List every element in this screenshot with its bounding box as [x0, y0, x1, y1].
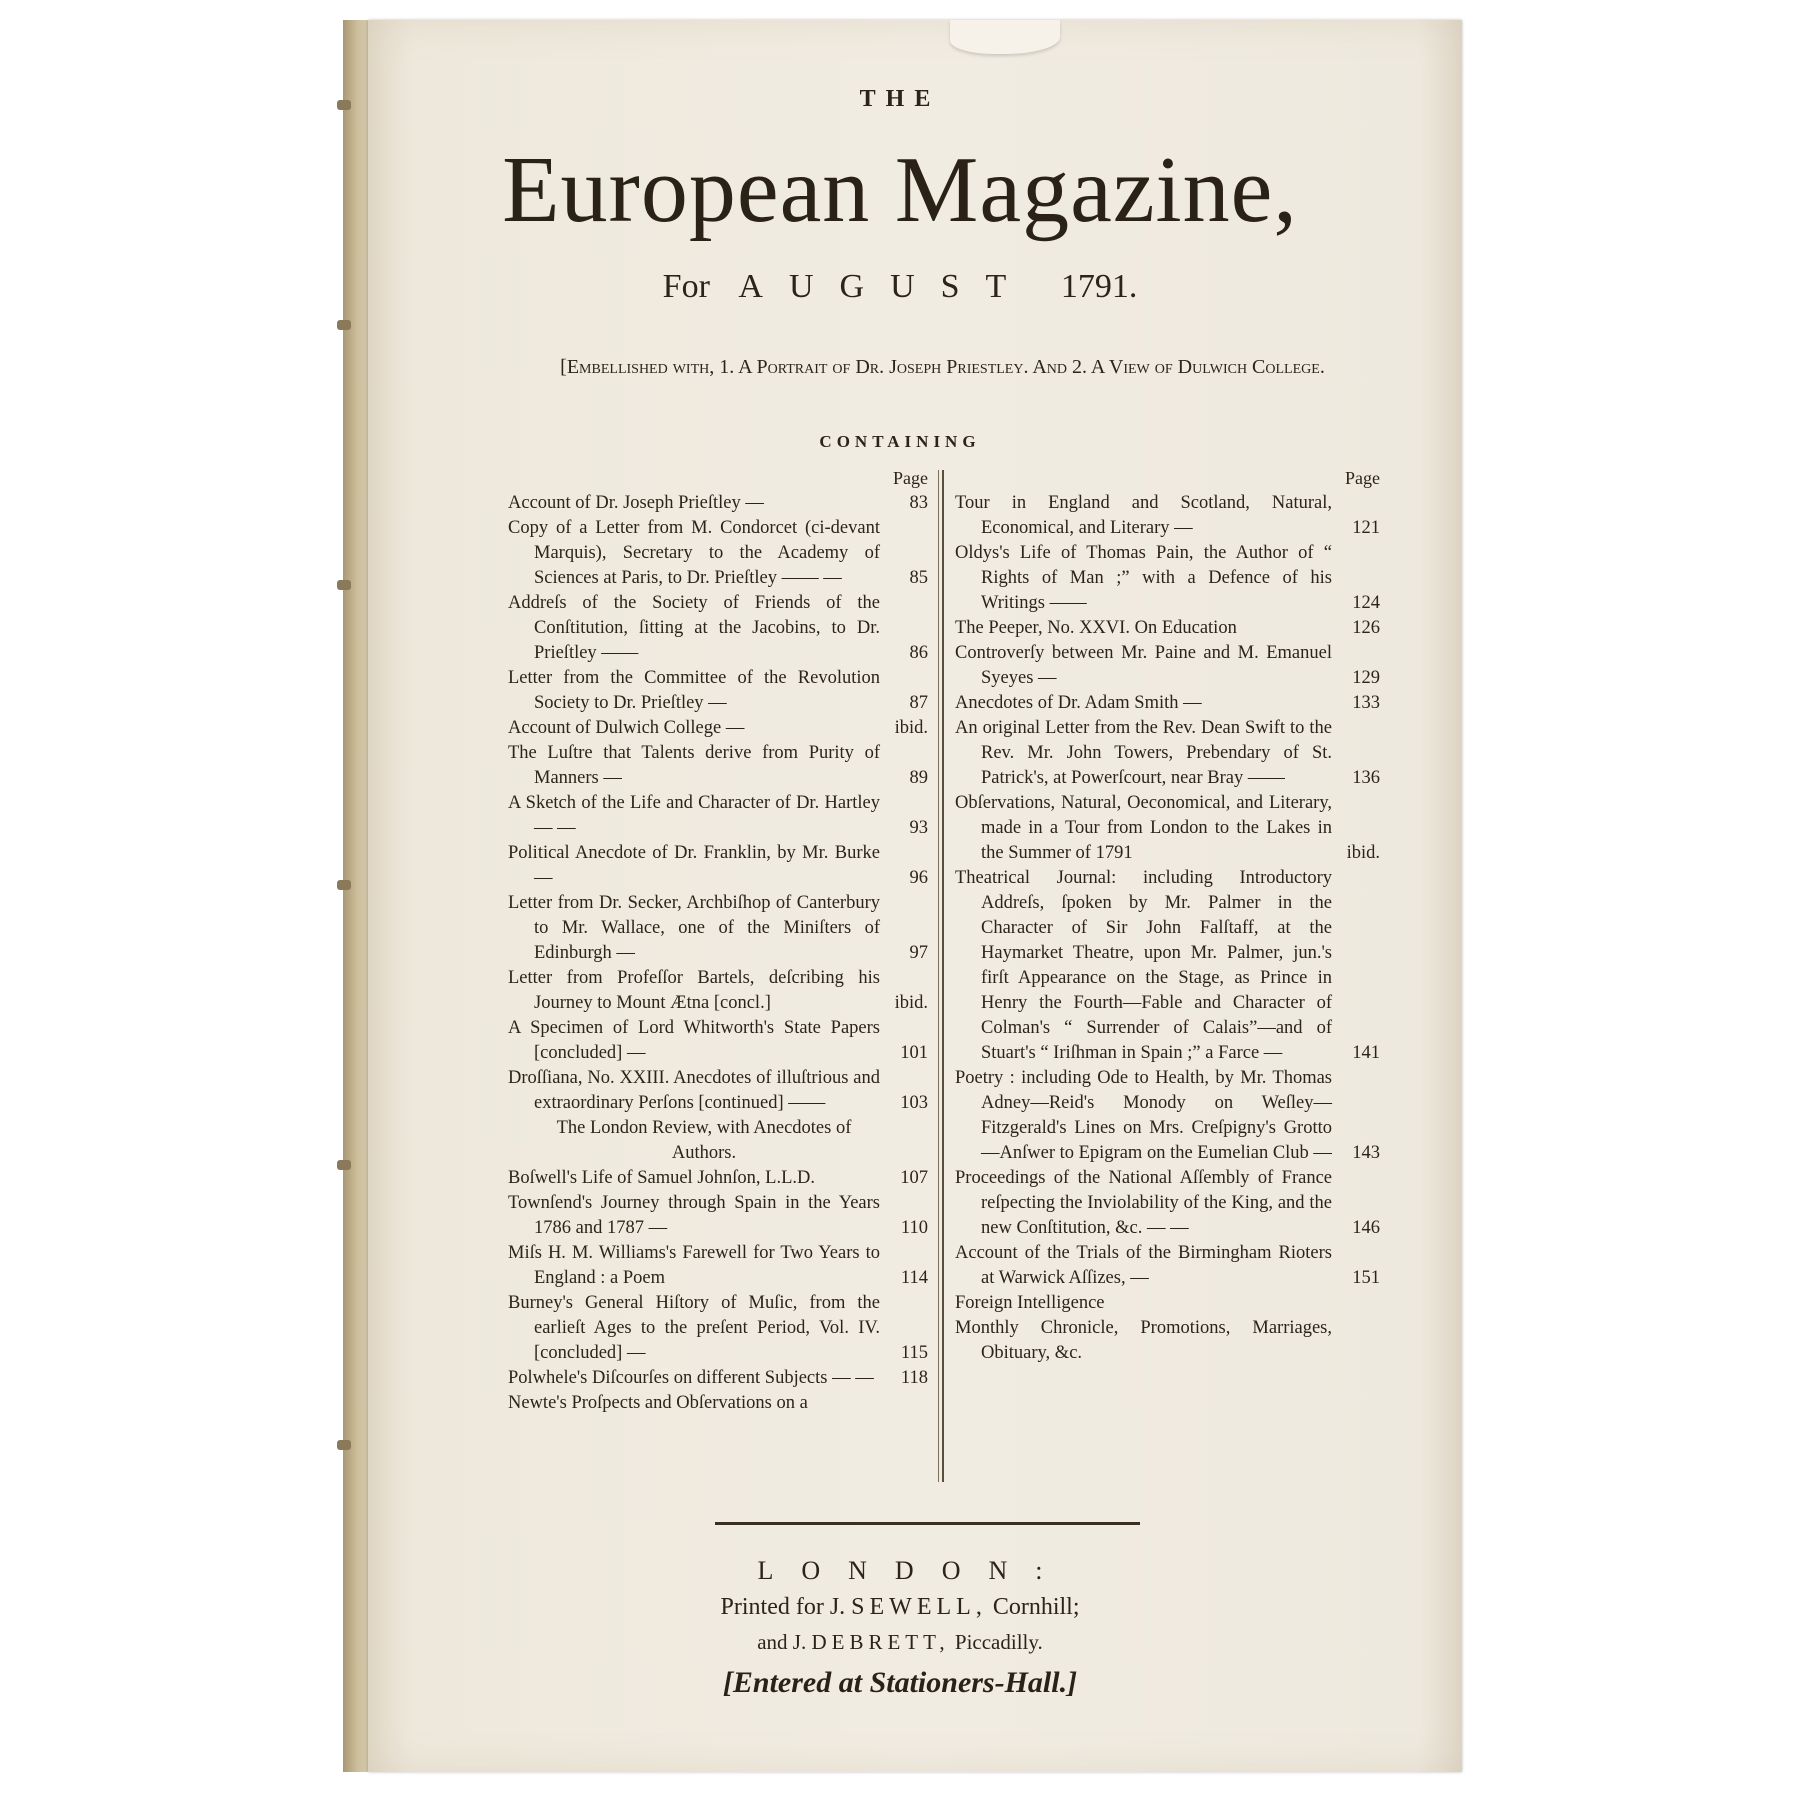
contents-entry [508, 1241, 928, 1291]
entry-title: The Luſtre that Talents derive from Purity of Manners — [508, 743, 880, 788]
entry-page-number: 86 [909, 643, 928, 663]
contents-entry [955, 541, 1380, 616]
contents-entry [508, 891, 928, 966]
entry-page-number: 101 [900, 1043, 928, 1063]
entry-title: Theatrical Journal: including Introductory Addreſs, ſpoken by Mr. Palmer in the Character of Sir John Falſtaff, at the Haymarket Theatre, upon Mr. Palmer, jun.'s firſt Appearance on the Stage, as Prince in Henry the Fourth—Fable and Character of Colman's “ Surrender of Calais”—and of Stuart's “ Iriſhman in Spain ;” a Farce — [955, 868, 1332, 1063]
entry-page-number: 133 [1352, 693, 1380, 713]
entry-title: The London Review, with Anecdotes of Authors. [556, 1118, 852, 1163]
entry-page-number: 118 [900, 1368, 928, 1388]
entry-title: A Sketch of the Life and Character of Dr. Hartley — — [508, 793, 880, 838]
contents-entry [955, 716, 1380, 791]
contents-entry [508, 1016, 928, 1066]
contents-entry [508, 966, 928, 1016]
entry-title: Oldys's Life of Thomas Pain, the Author of “ Rights of Man ;” with a Defence of his Writings —— [955, 543, 1332, 613]
entry-title: Account of Dulwich College — [508, 718, 745, 738]
issue-month: AUGUST [738, 268, 1033, 305]
printer-name-debrett: DEBRETT, [811, 1630, 950, 1654]
issue-year: 1791. [1060, 268, 1138, 305]
entry-title: Foreign Intelligence [955, 1293, 1105, 1313]
contents-left-column [508, 466, 928, 1416]
entered-at-stationers-hall: [Entered at Stationers-Hall.] [722, 1666, 1078, 1699]
contents-entry [508, 741, 928, 791]
entry-page-number: 89 [909, 768, 928, 788]
contents-entry [955, 616, 1380, 641]
entry-page-number: 129 [1352, 668, 1380, 688]
entry-title: Letter from the Committee of the Revolution Society to Dr. Prieſtley — [508, 668, 880, 713]
contents-entry [955, 1166, 1380, 1241]
entry-title: Burney's General Hiſtory of Muſic, from the earlieſt Ages to the preſent Period, Vol. IV. [concluded] — [508, 1293, 880, 1363]
contents-entry [955, 791, 1380, 866]
issue-date [0, 268, 1800, 306]
page-label-right: Page [1345, 468, 1380, 488]
entry-page-number: 124 [1352, 593, 1380, 613]
entry-title: Monthly Chronicle, Promotions, Marriages, Obituary, &c. [955, 1318, 1332, 1363]
contents-entry [508, 791, 928, 841]
entry-title: Controverſy between Mr. Paine and M. Emanuel Syeyes — [955, 643, 1332, 688]
entry-page-number: ibid. [894, 718, 928, 738]
column-divider [942, 470, 944, 1482]
for-word: For [662, 268, 710, 305]
page-label-left: Page [893, 468, 928, 488]
entry-title: The Peeper, No. XXVI. On Education [955, 618, 1237, 638]
contents-entry [508, 491, 928, 516]
contents-entry [955, 1291, 1380, 1316]
entry-title: Copy of a Letter from M. Condorcet (ci-devant Marquis), Secretary to the Academy of Sciences at Paris, to Dr. Prieſtley —— — [508, 518, 880, 588]
column-divider-inner [938, 470, 939, 1482]
contents-entry [508, 1291, 928, 1366]
entry-page-number: 114 [900, 1268, 928, 1288]
entry-page-number: ibid. [894, 993, 928, 1013]
entry-title: An original Letter from the Rev. Dean Swift to the Rev. Mr. John Towers, Prebendary of St. Patrick's, at Powerſcourt, near Bray —— [955, 718, 1332, 788]
entry-title: Letter from Dr. Secker, Archbiſhop of Canterbury to Mr. Wallace, one of the Miniſters of Edinburgh — [508, 893, 880, 963]
entry-title: Proceedings of the National Aſſembly of France reſpecting the Inviolability of the King, and the new Conſtitution, &c. — — [955, 1168, 1332, 1238]
entry-page-number: 146 [1352, 1218, 1380, 1238]
entry-page-number: 115 [900, 1343, 928, 1363]
imprint-city: LONDON: [757, 1556, 1071, 1585]
containing-heading: CONTAINING [819, 432, 981, 451]
entry-page-number: 107 [900, 1168, 928, 1188]
entry-title: Letter from Profeſſor Bartels, deſcribing his Journey to Mount Ætna [concl.] [508, 968, 880, 1013]
entry-title: Newte's Proſpects and Obſervations on a [508, 1393, 808, 1413]
entry-title: Account of the Trials of the Birmingham Rioters at Warwick Aſſizes, — [955, 1243, 1332, 1288]
contents-entry [508, 516, 928, 591]
entry-page-number: 126 [1352, 618, 1380, 638]
imprint-debrett-line [0, 1630, 1800, 1655]
contents-entry [508, 1066, 928, 1116]
entry-page-number: 143 [1352, 1143, 1380, 1163]
contents-entry [955, 691, 1380, 716]
contents-entry [955, 1066, 1380, 1166]
entry-title: Anecdotes of Dr. Adam Smith — [955, 693, 1202, 713]
embellishments-note: [Embellished with, 1. A Portrait of Dr. Joseph Priestley. And 2. A View of Dulwich College. [560, 356, 1325, 378]
contents-entry [508, 666, 928, 716]
entry-title: Obſervations, Natural, Oeconomical, and Literary, made in a Tour from London to the Lakes in the Summer of 1791 [955, 793, 1332, 863]
contents-entry [955, 641, 1380, 691]
contents-entry [508, 1116, 928, 1166]
entry-page-number: 103 [900, 1093, 928, 1113]
entry-page-number: 97 [909, 943, 928, 963]
contents-entry [508, 841, 928, 891]
contents-entry [508, 716, 928, 741]
contents-entry [508, 1166, 928, 1191]
entry-title: A Specimen of Lord Whitworth's State Papers [concluded] — [508, 1018, 880, 1063]
entry-page-number: 110 [900, 1218, 928, 1238]
printer-place: Cornhill; [992, 1594, 1080, 1620]
contents-entry [955, 1316, 1380, 1366]
entry-title: Poetry : including Ode to Health, by Mr. Thomas Adney—Reid's Monody on Weſley—Fitzgerald's Lines on Mrs. Creſpigny's Grotto—Anſwer to Epigram on the Eumelian Club — [955, 1068, 1332, 1163]
contents-entry [955, 491, 1380, 541]
entry-page-number: 93 [909, 818, 928, 838]
entry-page-number: 141 [1352, 1043, 1380, 1063]
printer-prefix: Printed for J. [720, 1594, 846, 1620]
contents-right-column [955, 466, 1380, 1366]
entry-title: Polwhele's Diſcourſes on different Subjects — — [508, 1368, 874, 1388]
contents-entry [508, 591, 928, 666]
contents-entry [955, 866, 1380, 1066]
magazine-title: European Magazine, [502, 138, 1298, 242]
contents-entry [508, 1366, 928, 1391]
entry-page-number: 136 [1352, 768, 1380, 788]
contents-entry [508, 1391, 928, 1416]
contents-entry [955, 1241, 1380, 1291]
imprint-printer-line [0, 1594, 1800, 1621]
entry-title: Political Anecdote of Dr. Franklin, by Mr. Burke — [508, 843, 880, 888]
imprint-rule [715, 1522, 1140, 1525]
entry-page-number: 87 [909, 693, 928, 713]
printer-name-sewell: SEWELL, [851, 1594, 987, 1620]
entry-page-number: 83 [909, 493, 928, 513]
debrett-place: Piccadilly. [954, 1630, 1043, 1654]
paper-tear [950, 20, 1060, 54]
title-article: THE [859, 86, 941, 112]
entry-title: Tour in England and Scotland, Natural, Economical, and Literary — [955, 493, 1332, 538]
entry-page-number: 85 [909, 568, 928, 588]
entry-title: Droſſiana, No. XXIII. Anecdotes of illuſtrious and extraordinary Perſons [continued] —— [508, 1068, 880, 1113]
entry-page-number: 96 [909, 868, 928, 888]
entry-page-number: 121 [1352, 518, 1380, 538]
entry-title: Account of Dr. Joseph Prieſtley — [508, 493, 764, 513]
entry-title: Townſend's Journey through Spain in the Years 1786 and 1787 — [508, 1193, 880, 1238]
entry-page-number: ibid. [1346, 843, 1380, 863]
contents-entry [508, 1191, 928, 1241]
debrett-prefix: and J. [757, 1630, 807, 1654]
entry-title: Miſs H. M. Williams's Farewell for Two Years to England : a Poem [508, 1243, 880, 1288]
entry-title: Addreſs of the Society of Friends of the Conſtitution, ſitting at the Jacobins, to Dr. Prieſtley —— [508, 593, 880, 663]
entry-title: Boſwell's Life of Samuel Johnſon, L.L.D. [508, 1168, 816, 1188]
entry-page-number: 151 [1352, 1268, 1380, 1288]
